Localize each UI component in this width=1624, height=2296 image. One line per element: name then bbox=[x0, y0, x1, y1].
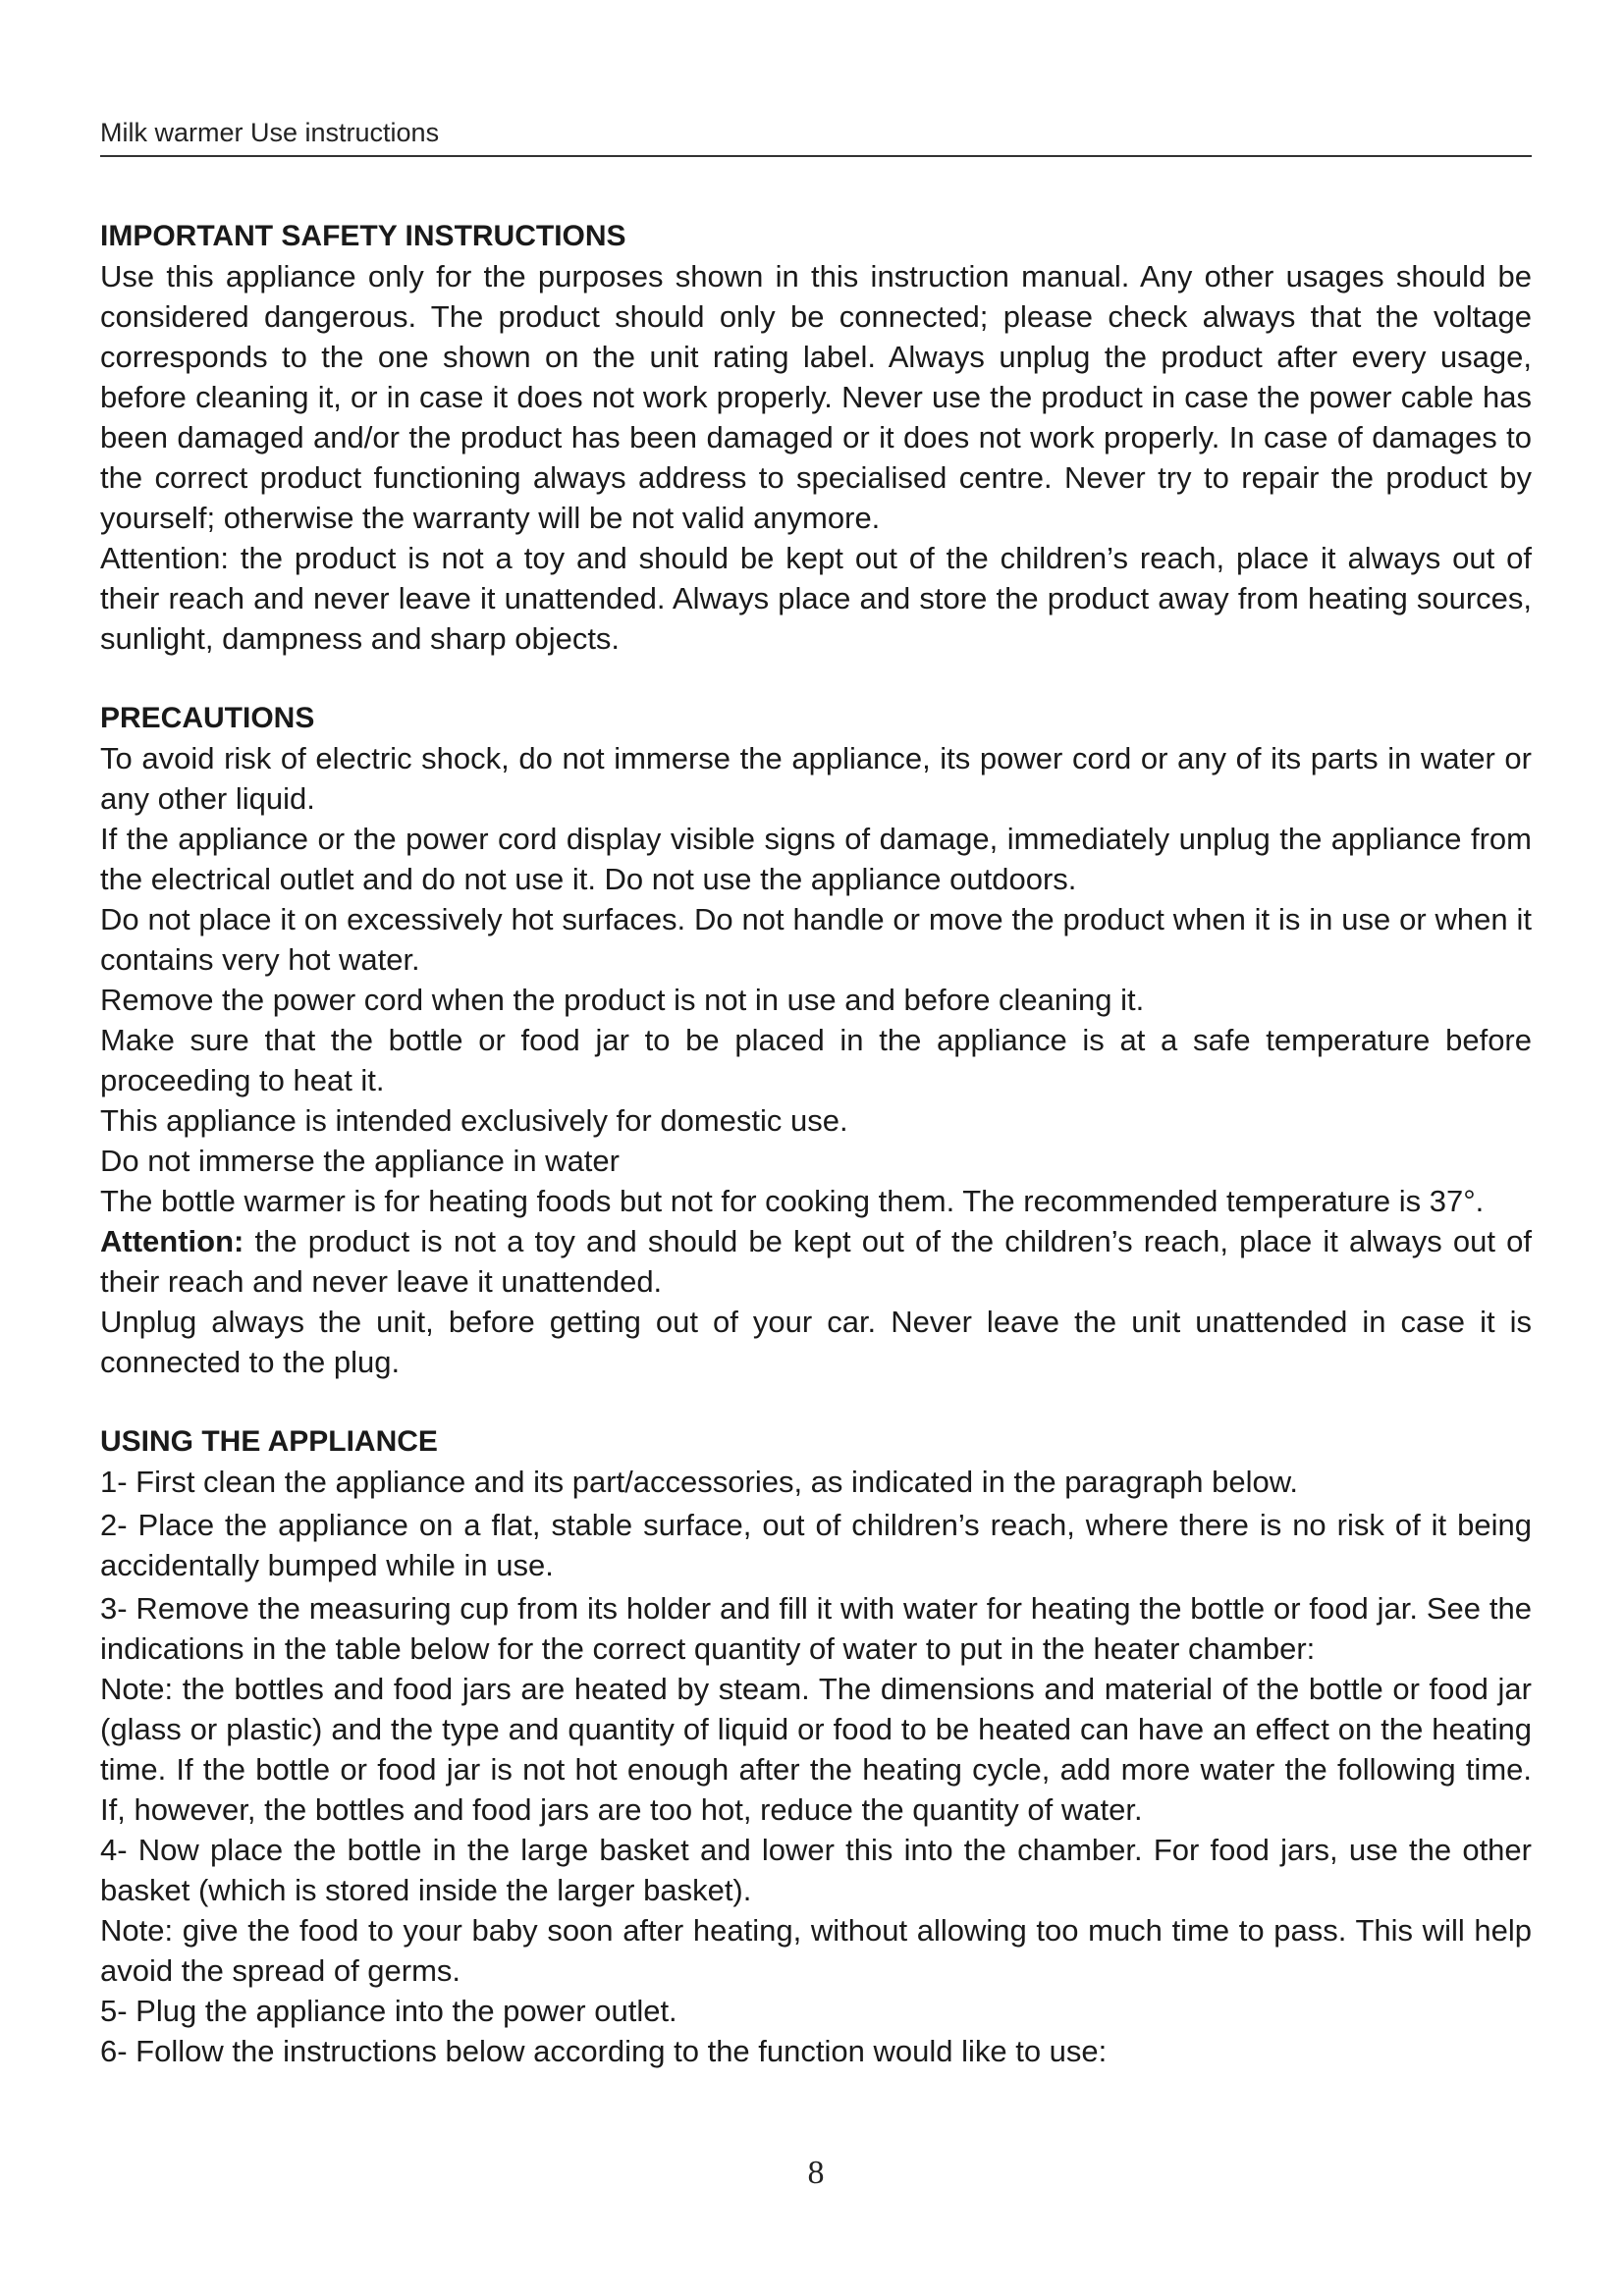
step-2: 2- Place the appliance on a flat, stable surface, out of children’s reach, where there is no risk of it being accidentally bumped while in use. bbox=[100, 1508, 1532, 1582]
page-content bbox=[100, 216, 1532, 2110]
using-heading: USING THE APPLIANCE bbox=[100, 1425, 438, 1458]
step-5: 5- Plug the appliance into the power outlet. bbox=[100, 1994, 677, 2028]
safety-section bbox=[100, 216, 1532, 659]
step-1: 1- First clean the appliance and its part/accessories, as indicated in the paragraph below. bbox=[100, 1465, 1299, 1499]
precaution-item: Do not immerse the appliance in water bbox=[100, 1144, 620, 1178]
precaution-item: Do not place it on excessively hot surfaces. Do not handle or move the product when it is in use or when it contains very hot water. bbox=[100, 902, 1532, 977]
note-germs: Note: give the food to your baby soon after heating, without allowing too much time to pass. This will help avoid the spread of germs. bbox=[100, 1913, 1532, 1988]
attention-text: the product is not a toy and should be kept out of the children’s reach, place it always out of their reach and never leave it unattended. bbox=[100, 1224, 1532, 1299]
precautions-section bbox=[100, 698, 1532, 1382]
step-3: 3- Remove the measuring cup from its holder and fill it with water for heating the bottle or food jar. See the indications in the table below for the correct quantity of water to put in the heater chamber: bbox=[100, 1591, 1532, 1666]
safety-paragraph: Use this appliance only for the purposes shown in this instruction manual. Any other usages should be considered dangerous. The product should only be connected; please check always that the voltage corresponds to the one shown on the unit rating label. Always unplug the product after every usage, before cleaning it, or in case it does not work properly. Never use the product in case the power cable has been damaged and/or the product has been damaged or it does not work properly. In case of damages to the correct product functioning always address to specialised centre. Never try to repair the product by yourself; otherwise the warranty will be not valid anymore. bbox=[100, 259, 1532, 535]
step-4: 4- Now place the bottle in the large basket and lower this into the chamber. For food jars, use the other basket (which is stored inside the larger basket). bbox=[100, 1833, 1532, 1907]
precaution-item: The bottle warmer is for heating foods but not for cooking them. The recommended temperature is 37°. bbox=[100, 1184, 1485, 1218]
precautions-heading: PRECAUTIONS bbox=[100, 702, 315, 734]
running-header: Milk warmer Use instructions bbox=[100, 118, 440, 147]
using-section bbox=[100, 1421, 1532, 2071]
precaution-item: Remove the power cord when the product is not in use and before cleaning it. bbox=[100, 983, 1145, 1017]
precaution-item: If the appliance or the power cord display visible signs of damage, immediately unplug the appliance from the electrical outlet and do not use it. Do not use the appliance outdoors. bbox=[100, 822, 1532, 896]
step-6: 6- Follow the instructions below according to the function would like to use: bbox=[100, 2034, 1108, 2068]
page-number: 8 bbox=[807, 2155, 825, 2191]
precaution-attention bbox=[100, 1221, 1532, 1302]
safety-attention-paragraph: Attention: the product is not a toy and should be kept out of the children’s reach, place it always out of their reach and never leave it unattended. Always place and store the product away from heating sources, sunlight, dampness and sharp objects. bbox=[100, 541, 1532, 656]
header-divider bbox=[100, 155, 1532, 157]
safety-heading: IMPORTANT SAFETY INSTRUCTIONS bbox=[100, 220, 626, 252]
document-page bbox=[100, 0, 1532, 2296]
precaution-item: Unplug always the unit, before getting out of your car. Never leave the unit unattended in case it is connected to the plug. bbox=[100, 1305, 1532, 1379]
precaution-item: Make sure that the bottle or food jar to be placed in the appliance is at a safe temperature before proceeding to heat it. bbox=[100, 1023, 1532, 1097]
precaution-item: This appliance is intended exclusively for domestic use. bbox=[100, 1103, 848, 1138]
attention-label: Attention: bbox=[100, 1224, 244, 1258]
precaution-item: To avoid risk of electric shock, do not immerse the appliance, its power cord or any of its parts in water or any other liquid. bbox=[100, 741, 1532, 816]
note-steam: Note: the bottles and food jars are heated by steam. The dimensions and material of the bottle or food jar (glass or plastic) and the type and quantity of liquid or food to be heated can have an effect on the heating time. If the bottle or food jar is not hot enough after the heating cycle, add more water the following time. If, however, the bottles and food jars are too hot, reduce the quantity of water. bbox=[100, 1672, 1532, 1827]
